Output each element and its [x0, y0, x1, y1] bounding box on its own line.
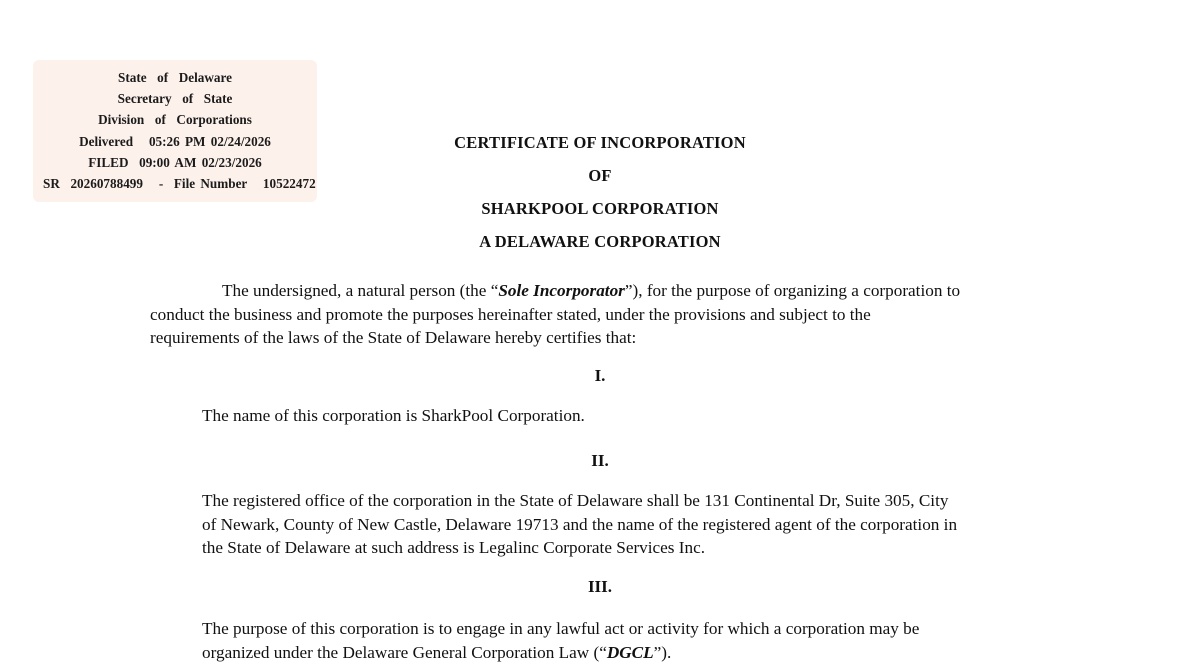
- article-line: The registered office of the corporation in the State of Delaware shall be 131 Continental Dr, Suite 305, City: [202, 491, 949, 510]
- article-line: the State of Delaware at such address is Legalinc Corporate Services Inc.: [202, 538, 706, 557]
- corporation-type-heading: A DELAWARE CORPORATION: [479, 232, 721, 251]
- article-line: organized under the Delaware General Corporation Law (“DGCL”).: [202, 642, 672, 662]
- intro-line: The undersigned, a natural person (the “Sole Incorporator”), for the purpose of organizing a corporation to: [222, 281, 961, 300]
- intro-line: conduct the business and promote the purposes hereinafter stated, under the provisions and subject to the: [150, 304, 871, 324]
- stamp-file-number: SR 20260788499 - File Number 10522472: [43, 176, 316, 192]
- stamp-state: State of Delaware: [118, 70, 232, 85]
- intro-line: requirements of the laws of the State of Delaware hereby certifies that:: [150, 328, 637, 347]
- stamp-delivered: Delivered 05:26 PM 02/24/2026: [79, 133, 271, 149]
- defined-term: DGCL: [606, 642, 654, 662]
- article-number: II.: [591, 451, 609, 470]
- article-line: of Newark, County of New Castle, Delaware 19713 and the name of the registered agent of the corporation in: [202, 514, 958, 534]
- stamp-office: Secretary of State: [117, 91, 233, 107]
- document-title: CERTIFICATE OF INCORPORATION: [454, 133, 746, 152]
- article-number: III.: [587, 577, 613, 596]
- article-paragraph: [202, 489, 1062, 560]
- intro-paragraph: [150, 279, 1070, 350]
- article-paragraph: [202, 617, 1062, 664]
- article-paragraph: [202, 404, 1062, 428]
- article-number: I.: [594, 366, 606, 385]
- title-of: OF: [588, 166, 612, 185]
- stamp-division: Division of Corporations: [98, 112, 252, 128]
- stamp-filed: FILED 09:00 AM 02/23/2026: [88, 154, 262, 170]
- corporation-name-heading: SHARKPOOL CORPORATION: [481, 199, 719, 218]
- article-line: The purpose of this corporation is to engage in any lawful act or activity for which a corporation may be: [202, 619, 920, 638]
- article-line: The name of this corporation is SharkPool Corporation.: [202, 406, 585, 425]
- defined-term: Sole Incorporator: [498, 281, 625, 300]
